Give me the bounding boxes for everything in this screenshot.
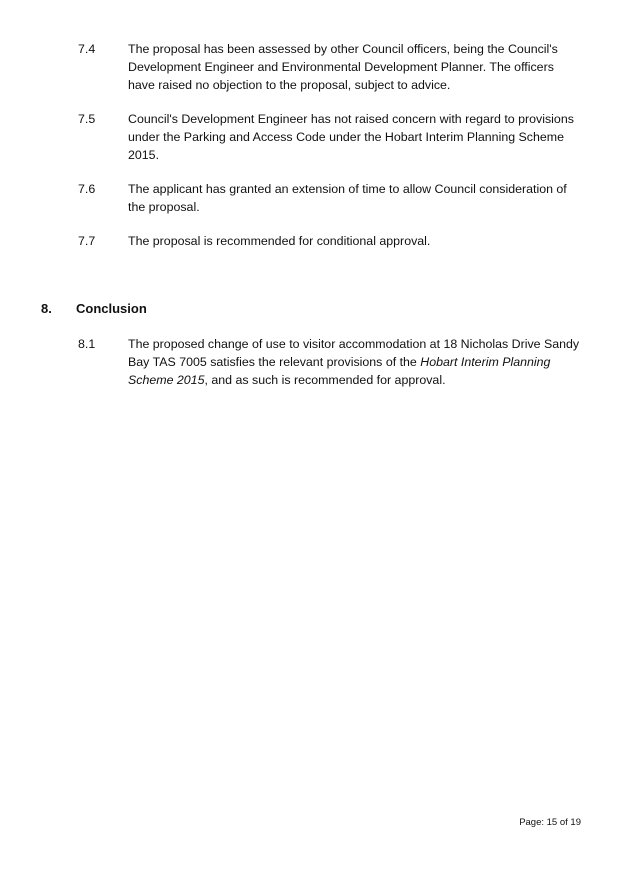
paragraph-number: 7.4 [78,42,96,56]
section-number: 8. [41,301,52,316]
text-line [128,371,583,389]
paragraph-text [128,40,583,94]
paragraph-number: 7.5 [78,112,96,126]
text-line: the proposal. [128,200,200,214]
text-line: 2015. [128,148,160,162]
text-line [128,353,583,371]
text-line: The applicant has granted an extension of time to allow Council consideration of [128,182,567,196]
paragraph-text [128,110,583,164]
paragraph-number: 7.6 [78,182,96,196]
page-number: Page: 15 of 19 [519,817,581,828]
text-line: Development Engineer and Environmental Development Planner. The officers [128,60,554,74]
paragraph-text [128,232,583,250]
paragraph-text [128,335,583,389]
text-line: under the Parking and Access Code under the Hobart Interim Planning Scheme [128,130,564,144]
document-title-italic: Scheme 2015 [128,373,205,387]
text-run: Bay TAS 7005 satisfies the relevant provisions of the [128,355,421,369]
paragraph-number: 8.1 [78,337,96,351]
text-line: The proposed change of use to visitor accommodation at 18 Nicholas Drive Sandy [128,337,580,351]
section-title: Conclusion [76,301,147,316]
paragraph-number: 7.7 [78,234,96,248]
paragraph-text [128,180,583,216]
text-line: Council's Development Engineer has not raised concern with regard to provisions [128,112,574,126]
text-line: The proposal has been assessed by other Council officers, being the Council's [128,42,558,56]
text-line: The proposal is recommended for conditional approval. [128,234,431,248]
document-title-italic: Hobart Interim Planning [420,355,551,369]
text-run: , and as such is recommended for approval. [204,373,446,387]
text-line: have raised no objection to the proposal, subject to advice. [128,78,451,92]
